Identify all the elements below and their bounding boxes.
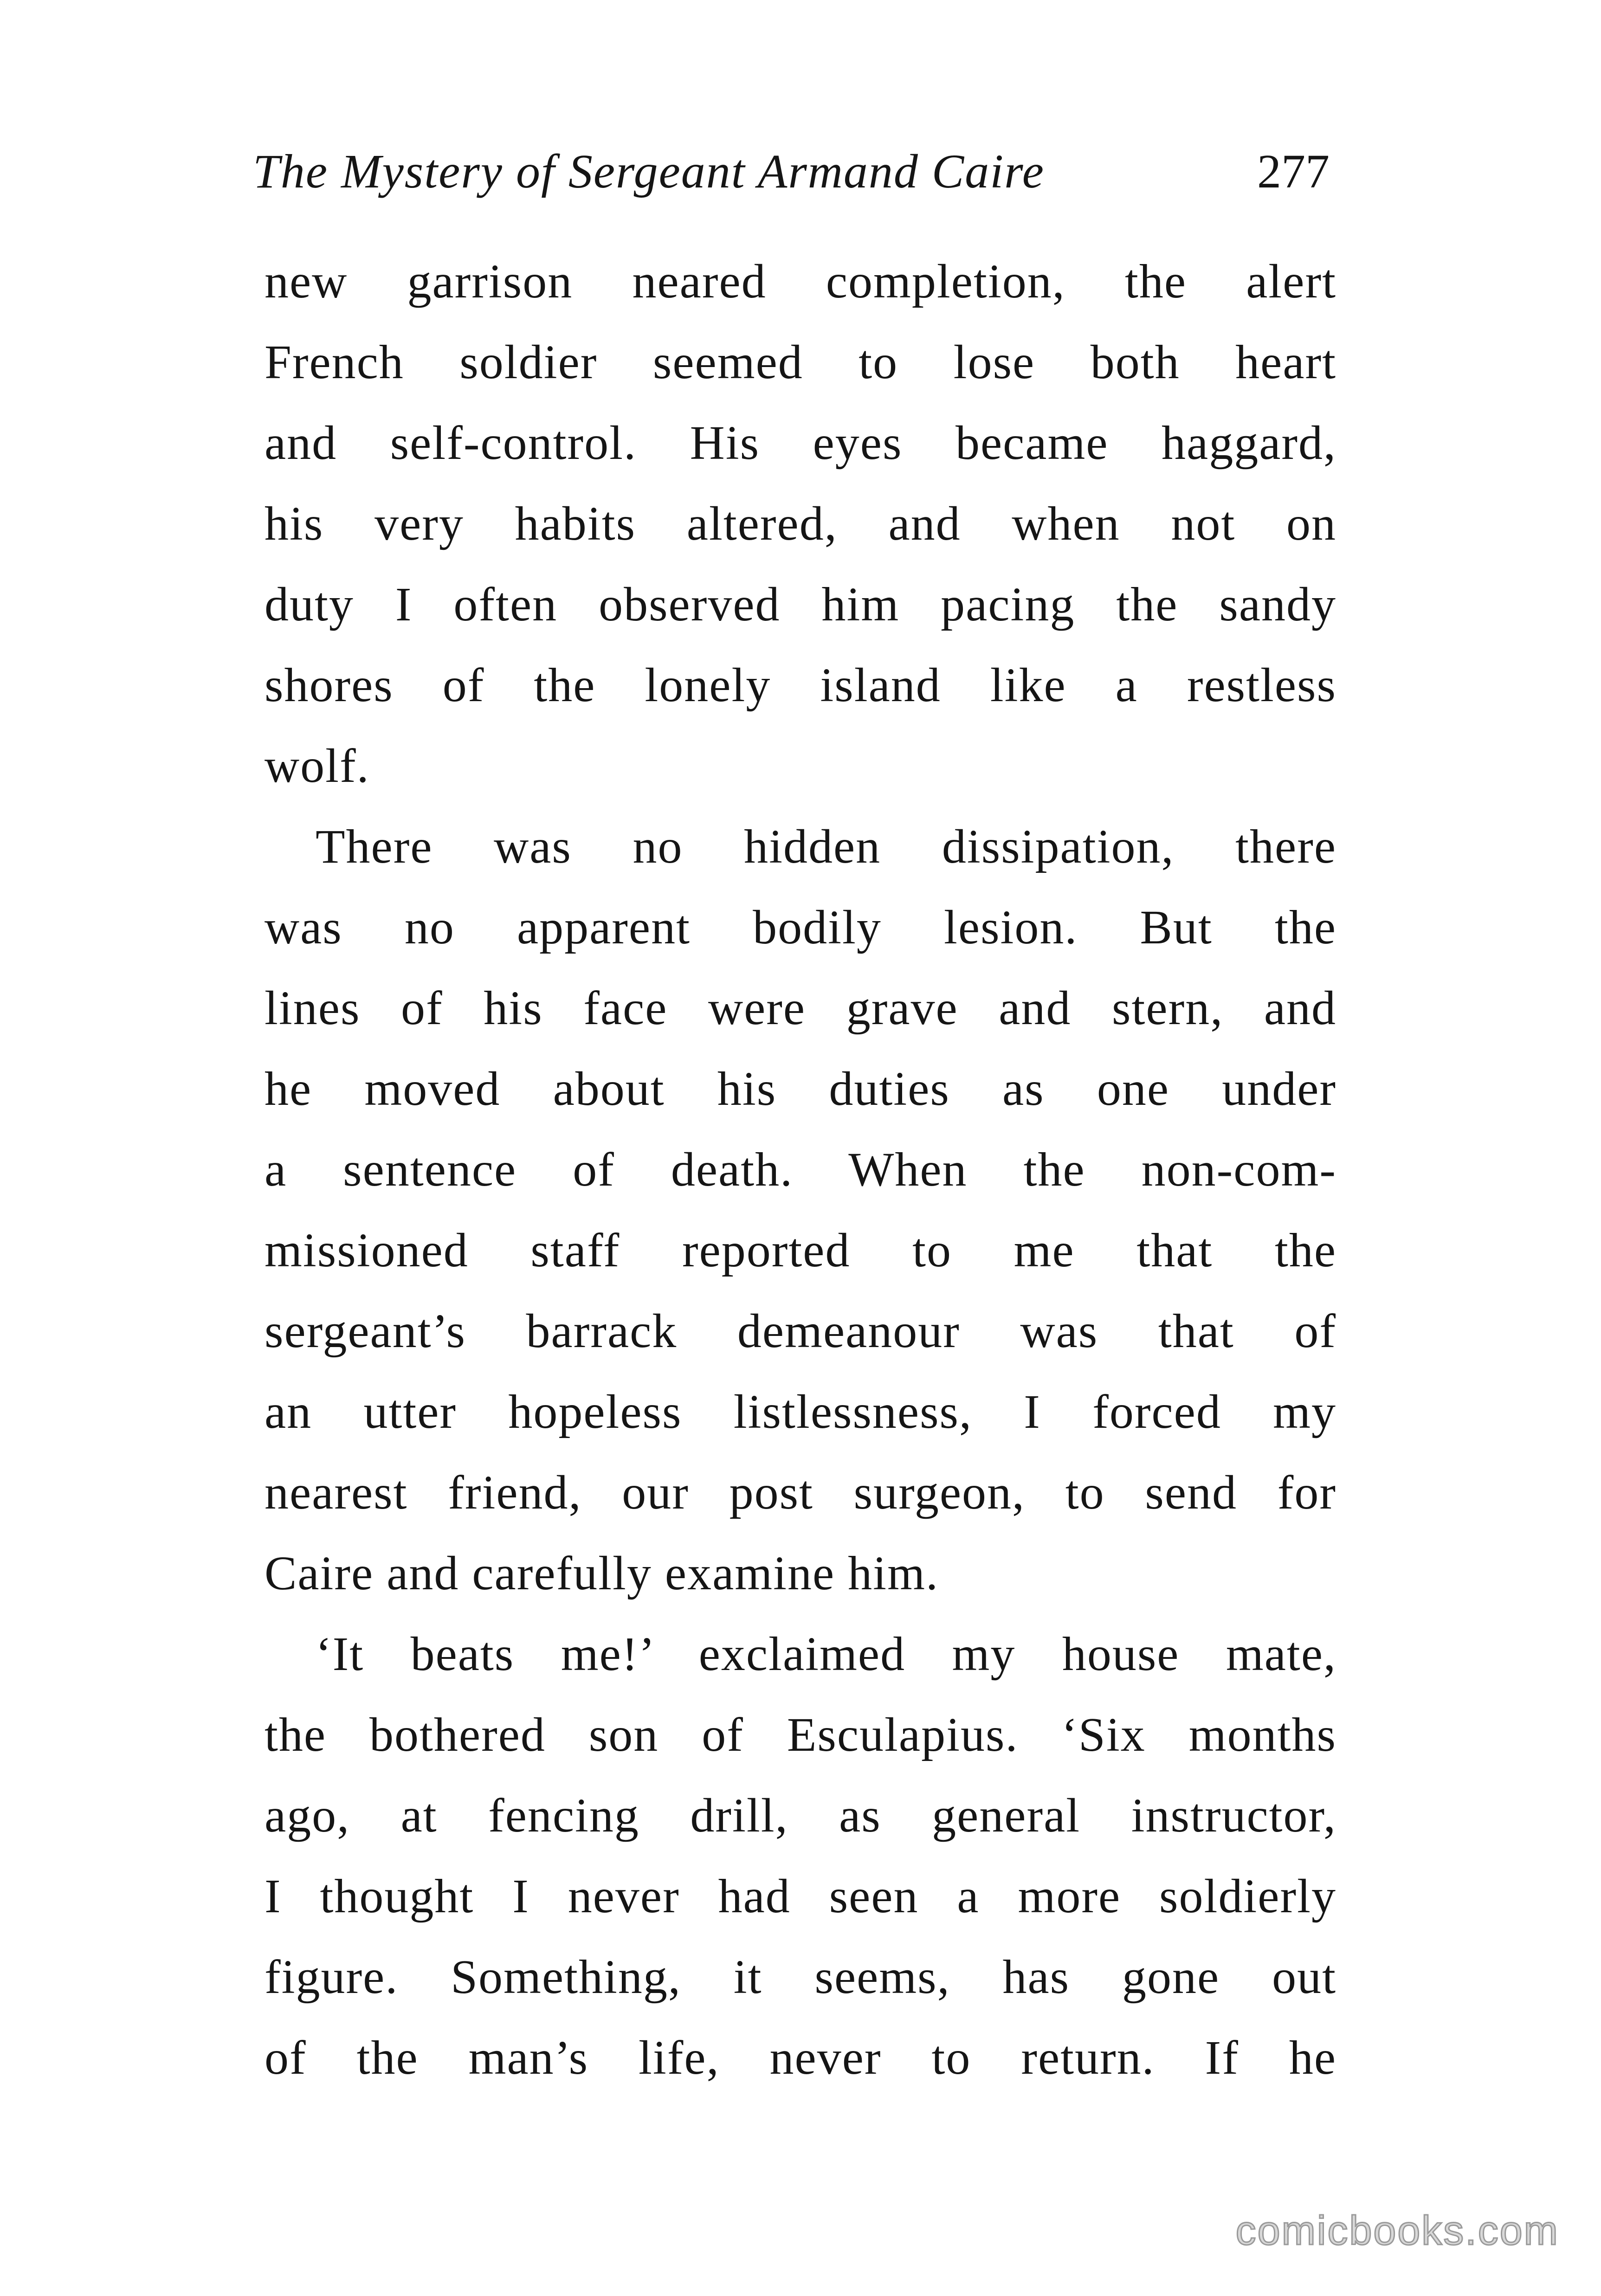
text-line: and self-control. His eyes became haggard, [265,416,1336,470]
text-line: ‘It beats me!’ exclaimed my house mate, [316,1627,1336,1681]
text-line: I thought I never had seen a more soldierly [265,1870,1336,1923]
running-title: The Mystery of Sergeant Armand Caire [253,145,1045,198]
text-line: the bothered son of Esculapius. ‘Six months [265,1708,1336,1761]
text-line: was no apparent bodily lesion. But the [265,901,1336,954]
body-text [265,241,1336,2098]
text-line: lines of his face were grave and stern, and [265,981,1336,1035]
text-line: shores of the lonely island like a restless [265,658,1336,712]
text-line: a sentence of death. When the non-com- [265,1143,1336,1196]
text-line: sergeant’s barrack demeanour was that of [265,1304,1336,1358]
text-line: ago, at fencing drill, as general instructor, [265,1789,1336,1842]
text-line: nearest friend, our post surgeon, to send for [265,1466,1336,1519]
text-line: There was no hidden dissipation, there [316,820,1336,873]
text-line: French soldier seemed to lose both heart [265,335,1336,389]
text-line: new garrison neared completion, the alert [265,255,1336,308]
text-line: missioned staff reported to me that the [265,1224,1336,1277]
running-head [253,139,1330,204]
text-line: wolf. [265,739,370,793]
text-line: of the man’s life, never to return. If he [265,2031,1336,2084]
text-line: duty I often observed him pacing the sandy [265,578,1336,631]
watermark: comicbooks.com [1235,2207,1559,2253]
text-line: he moved about his duties as one under [265,1062,1336,1116]
text-line: an utter hopeless listlessness, I forced my [265,1385,1336,1438]
text-line: figure. Something, it seems, has gone out [265,1950,1336,2004]
text-line: his very habits altered, and when not on [265,497,1336,550]
text-line: Caire and carefully examine him. [265,1547,939,1600]
page-number: 277 [1257,145,1330,198]
